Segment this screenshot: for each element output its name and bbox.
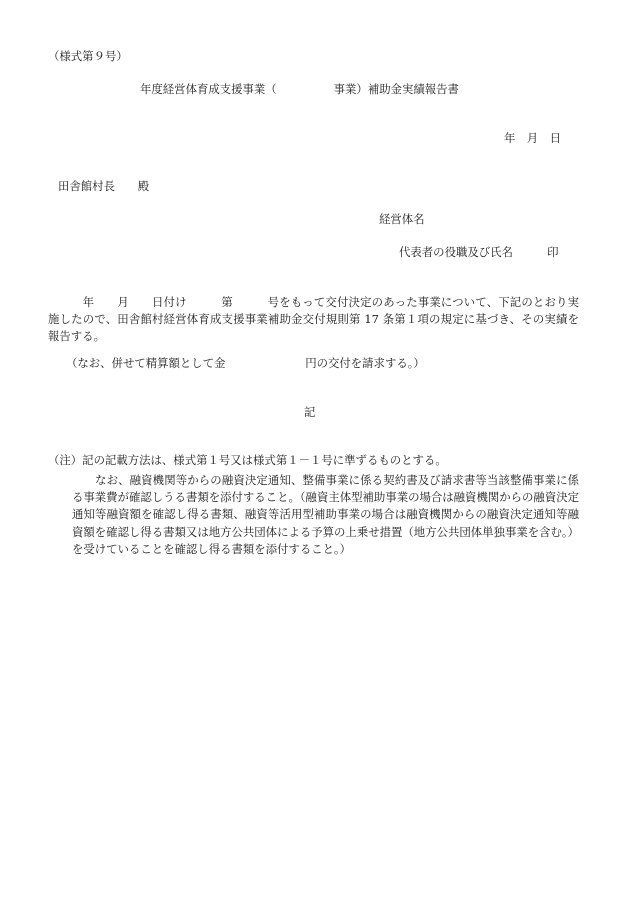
- document-title: 年度経営体育成支援事業（ 事業）補助金実績報告書: [140, 82, 459, 96]
- body-paragraph: 年 月 日付け 第 号をもって交付決定のあった事業について、下記のとおり実施したので、田舎館村経営体育成支援事業補助金交付規則第 17 条第１項の規定に基づき、その実績を報告する。: [48, 295, 579, 343]
- note-paragraph: なお、融資機関等からの融資決定通知、整備事業に係る契約書及び請求書等当該整備事業に係る事業費が確認しうる書類を添付すること。（融資主体型補助事業の場合は融資機関からの融資決定通知等融資額を確認し得る書類、融資等活用型補助事業の場合は融資機関からの融資決定通知等融資額を確認し得る書類又は地方公共団体による予算の上乗せ措置（地方公共団体単独事業を含む。）を受けていることを確認し得る書類を添付すること。）: [72, 473, 579, 556]
- addressee: 田舎館村長 殿: [58, 179, 150, 193]
- ki-heading: 記: [304, 405, 316, 419]
- date-line: 年 月 日: [504, 131, 561, 145]
- entity-name-label: 経営体名: [379, 212, 425, 226]
- representative-line: 代表者の役職及び氏名 印: [399, 245, 559, 259]
- note-first-line: （注）記の記載方法は、様式第１号又は様式第１－１号に準ずるものとする。: [48, 453, 447, 467]
- request-line: （なお、併せて精算額として金 円の交付を請求する。）: [66, 356, 425, 370]
- form-number: （様式第９号）: [48, 49, 128, 63]
